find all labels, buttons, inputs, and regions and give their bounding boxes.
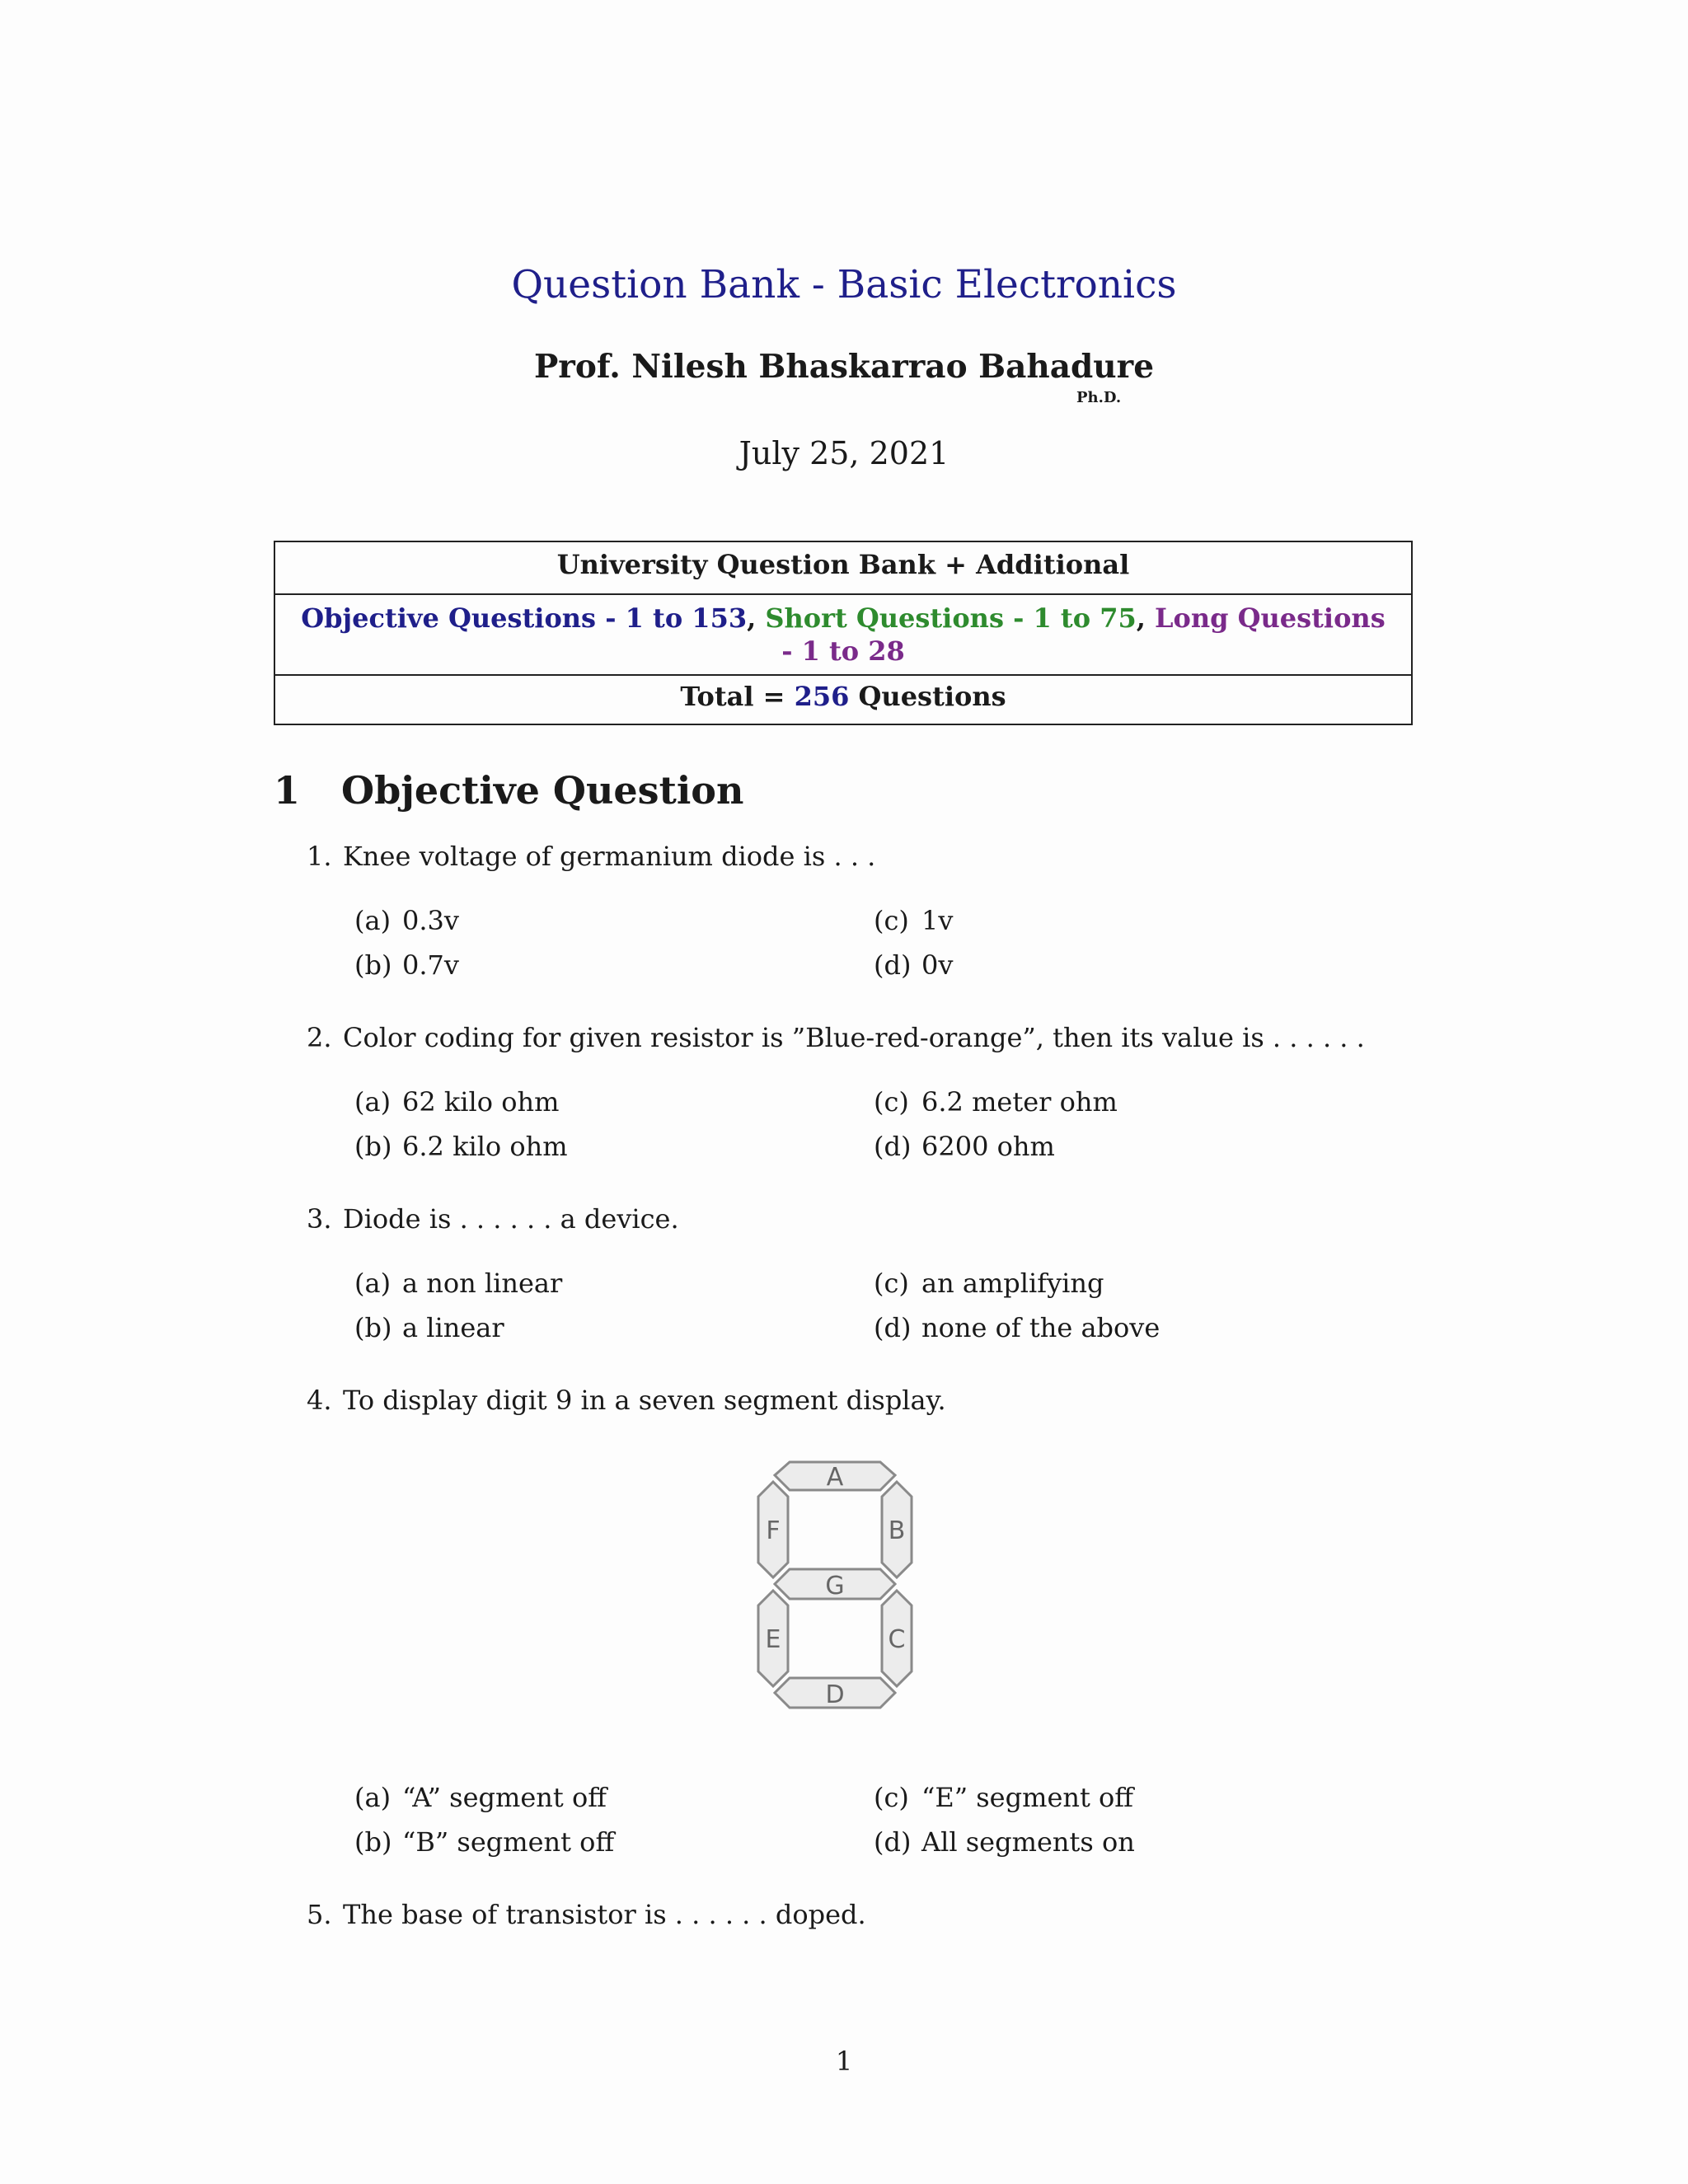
section-number: 1 [274, 768, 301, 813]
summary-divider [275, 674, 1411, 676]
summary-separator: , [747, 602, 766, 634]
option-c: (c) “E” segment off [874, 1782, 1134, 1813]
segment-label-e: E [765, 1625, 781, 1654]
segment-label-g: G [825, 1572, 845, 1601]
total-suffix: Questions [849, 681, 1006, 712]
question-number: 4. [307, 1385, 332, 1416]
summary-separator: , [1136, 602, 1155, 634]
option-d: (d) 0v [874, 949, 954, 981]
option-d: (d) none of the above [874, 1312, 1160, 1343]
objective-count: Objective Questions - 1 to 153 [301, 602, 748, 634]
segment-label-c: C [888, 1625, 906, 1654]
segment-label-f: F [766, 1516, 781, 1545]
summary-table [274, 541, 1413, 725]
short-count: Short Questions - 1 to 75 [765, 602, 1137, 634]
question-4 [0, 1385, 1688, 1421]
author-name: Prof. Nilesh Bhaskarrao Bahadure [533, 348, 1155, 386]
option-a: (a) 0.3v [354, 905, 459, 936]
question-number: 1. [307, 841, 332, 872]
option-b: (b) 0.7v [354, 949, 459, 981]
option-a: (a) a non linear [354, 1268, 563, 1299]
question-text: Color coding for given resistor is ”Blue-red-orange”, then its value is . . . . . . [343, 1022, 1365, 1053]
question-text: Knee voltage of germanium diode is . . . [343, 841, 876, 872]
option-c: (c) an amplifying [874, 1268, 1104, 1299]
question-number: 5. [307, 1899, 332, 1930]
segment-label-d: D [825, 1680, 845, 1709]
summary-divider [275, 593, 1411, 595]
option-c: (c) 1v [874, 905, 954, 936]
option-d: (d) 6200 ohm [874, 1131, 1055, 1162]
option-a: (a) 62 kilo ohm [354, 1086, 560, 1118]
segment-label-b: B [888, 1516, 906, 1545]
section-title: Objective Question [341, 768, 744, 813]
question-number: 3. [307, 1203, 332, 1235]
question-text: Diode is . . . . . . a device. [343, 1203, 679, 1235]
page-number: 1 [835, 2046, 853, 2077]
question-3 [0, 1203, 1688, 1240]
option-b: (b) a linear [354, 1312, 504, 1343]
question-text: To display digit 9 in a seven segment display. [343, 1385, 946, 1416]
author-degree: Ph.D. [1076, 389, 1122, 406]
option-a: (a) “A” segment off [354, 1782, 607, 1813]
question-number: 2. [307, 1022, 332, 1053]
question-1 [0, 841, 1688, 877]
option-c: (c) 6.2 meter ohm [874, 1086, 1118, 1118]
question-5 [0, 1899, 1688, 1935]
seven-segment-figure [757, 1455, 925, 1716]
summary-total [275, 681, 1411, 712]
total-value: 256 [794, 681, 850, 712]
segment-label-a: A [826, 1463, 844, 1492]
option-d: (d) All segments on [874, 1826, 1135, 1858]
document-date: July 25, 2021 [738, 435, 950, 471]
question-text: The base of transistor is . . . . . . doped. [343, 1899, 866, 1930]
option-b: (b) 6.2 kilo ohm [354, 1131, 568, 1162]
summary-counts [275, 602, 1411, 668]
summary-heading: University Question Bank + Additional [556, 549, 1130, 580]
question-2 [0, 1022, 1688, 1058]
total-prefix: Total = [680, 681, 795, 712]
document-title: Question Bank - Basic Electronics [511, 262, 1177, 307]
option-b: (b) “B” segment off [354, 1826, 615, 1858]
long-count: Long Questions - 1 to 28 [781, 602, 1386, 667]
